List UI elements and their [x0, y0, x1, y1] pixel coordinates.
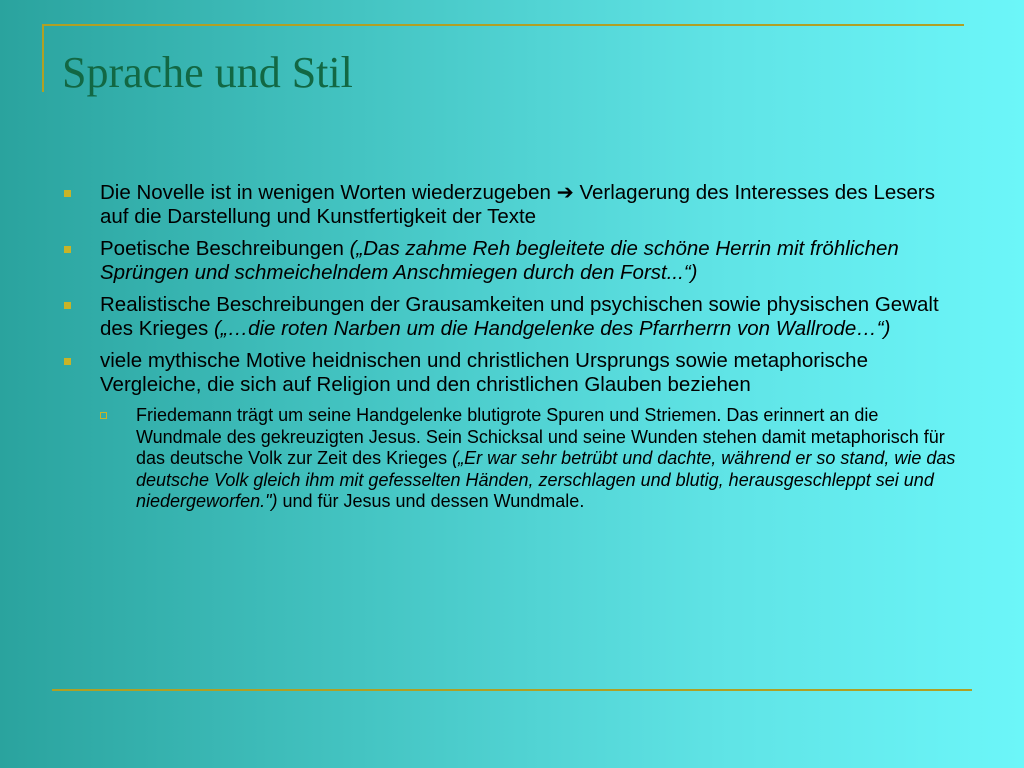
sub-bullet-1-text-end: und für Jesus und dessen Wundmale.	[277, 491, 585, 511]
bullet-4-text: viele mythische Motive heidnischen und christlichen Ursprungs sowie metaphorische Vergleiche, die sich auf Religion und den christlichen Glauben beziehen	[100, 349, 868, 396]
bullet-1-text-continued: Verlagerung des Interesses des Lesers auf die Darstellung und Kunstfertigkeit der Texte	[100, 181, 936, 228]
bullet-3-text: Realistische Beschreibungen der Grausamkeiten und psychischen sowie physischen Gewalt des Krieges	[100, 293, 939, 340]
arrow-right-icon: ➔	[556, 181, 574, 204]
square-bullet-icon	[64, 246, 71, 253]
bullet-2-quote: („Das zahme Reh begleitete die schöne Herrin mit fröhlichen Sprüngen und schmeichelndem Anschmiegen durch den Forst...“)	[100, 237, 899, 284]
square-bullet-icon	[64, 358, 71, 365]
slide-title: Sprache und Stil	[62, 48, 353, 97]
sub-bullet-1-text: Friedemann trägt um seine Handgelenke blutigrote Spuren und Striemen. Das erinnert an die Wundmale des gekreuzigten Jesus. Sein Schicksal und seine Wunden stehen damit metaphorisch für das deutsche Volk zur Zeit des Krieges	[136, 405, 945, 468]
bullet-item-3	[62, 293, 962, 341]
bullet-item-1	[62, 181, 962, 229]
bullet-item-2	[62, 237, 962, 285]
square-bullet-icon	[64, 190, 71, 197]
sub-bullet-list	[100, 405, 962, 513]
bullet-list	[62, 181, 962, 521]
frame-top-line	[42, 24, 964, 26]
bullet-item-4	[62, 349, 962, 513]
bullet-2-text: Poetische Beschreibungen	[100, 237, 350, 260]
bullet-1-text: Die Novelle ist in wenigen Worten wiederzugeben	[100, 181, 557, 204]
square-bullet-icon	[64, 302, 71, 309]
frame-bottom-line	[52, 689, 972, 691]
sub-bullet-item-1	[100, 405, 962, 513]
bullet-3-quote: („…die roten Narben um die Handgelenke des Pfarrherrn von Wallrode…“)	[213, 317, 891, 340]
frame-left-line	[42, 24, 44, 92]
hollow-square-bullet-icon	[100, 412, 107, 419]
sub-bullet-1-quote: („Er war sehr betrübt und dachte, während er so stand, wie das deutsche Volk gleich ihm mit gefesselten Händen, zerschlagen und blutig, herausgeschleppt sei und niedergeworfen.")	[136, 448, 956, 511]
